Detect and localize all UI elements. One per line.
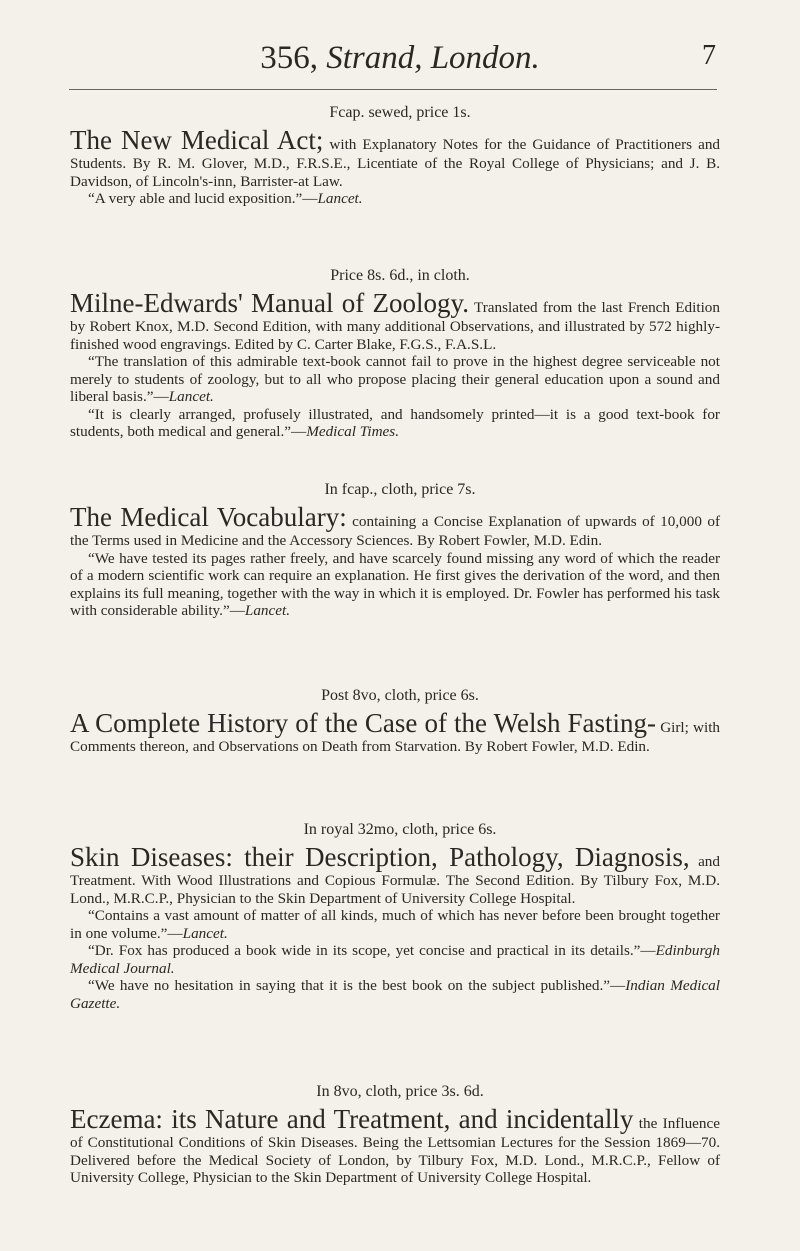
review-text: “We have tested its pages rather freely, and have scarcely found missing any word of which the reader of a modern scientific work can require an explanation. He first gives the derivation of the word, and then explains its full meaning, together with the way in which it is employed. Dr. Fowler has performed his task with considerable ability.”— xyxy=(70,549,720,619)
review-text: “Contains a vast amount of matter of all kinds, much of which has never before been brought together in one volume.”— xyxy=(70,907,720,942)
review-quote xyxy=(70,550,720,620)
review-text: “We have no hesitation in saying that it is the best book on the subject published.”— xyxy=(88,977,626,994)
book-listing xyxy=(70,708,720,756)
header-address-street: Strand, London. xyxy=(326,40,540,76)
review-text: “Dr. Fox has produced a book wide in its scope, yet concise and practical in its details.”— xyxy=(88,942,656,959)
book-title: Skin Diseases: their Description, Pathology, Diagnosis, xyxy=(70,842,690,872)
book-listing xyxy=(70,502,720,550)
review-source: Lancet. xyxy=(182,924,228,942)
header-rule xyxy=(69,89,717,90)
review-source: Lancet. xyxy=(317,190,363,207)
review-text: “A very able and lucid exposition.”— xyxy=(88,190,318,207)
review-text: “The translation of this admirable text-book cannot fail to prove in the highest degree serviceable not merely to students of zoology, but to all who propose placing their general education upon a sound and liberal basis.”— xyxy=(70,353,720,405)
book-entry xyxy=(0,480,800,620)
book-price: In royal 32mo, cloth, price 6s. xyxy=(303,821,497,838)
review-quote xyxy=(70,353,720,406)
book-description-text: and Treatment. With Wood Illustrations and Copious Formulæ. The Second Edition. By Tilbury Fox, M.D. Lond., M.R.C.P., Physician to the Skin Department of University College Hospital. xyxy=(70,853,720,907)
book-price: In fcap., cloth, price 7s. xyxy=(324,481,476,498)
book-entry xyxy=(0,103,800,208)
book-description-text: containing a Concise Explanation of upwards of 10,000 of the Terms used in Medicine and the Accessory Sciences. By Robert Fowler, M.D. Edin. xyxy=(70,513,721,549)
book-title: The Medical Vocabulary: xyxy=(70,502,347,532)
book-title: A Complete History of the Case of the Welsh Fasting- xyxy=(70,708,657,738)
review-source: Edinburgh Medical Journal. xyxy=(70,942,720,977)
book-price: Price 8s. 6d., in cloth. xyxy=(330,267,470,284)
book-entry xyxy=(0,266,800,441)
review-quote xyxy=(70,190,720,208)
book-price: Post 8vo, cloth, price 6s. xyxy=(321,687,479,704)
book-title: The New Medical Act; xyxy=(70,125,324,155)
book-description-text: the Influence of Constitutional Conditions of Skin Diseases. Being the Lettsomian Lectures for the Session 1869—70. Delivered before the Medical Society of London, by Tilbury Fox, M.D. Lond., M.R.C.P., Fellow of University College, Physician to the Skin Department of University College Hospital. xyxy=(70,1115,720,1186)
book-listing xyxy=(70,1104,720,1187)
book-listing xyxy=(70,288,720,353)
book-price: In 8vo, cloth, price 3s. 6d. xyxy=(316,1083,484,1100)
page-header xyxy=(0,38,800,88)
page-number: 7 xyxy=(702,40,716,71)
review-source: Indian Medical Gazette. xyxy=(70,977,720,1012)
book-listing xyxy=(70,125,720,190)
book-entry xyxy=(0,820,800,1012)
book-listing xyxy=(70,842,720,907)
page-header-title xyxy=(0,38,800,78)
review-source: Lancet. xyxy=(244,602,291,619)
book-entry xyxy=(0,686,800,756)
review-quote xyxy=(70,406,720,441)
header-address-number: 356, xyxy=(260,40,327,76)
review-quote xyxy=(70,907,720,942)
book-description-text: with Explanatory Notes for the Guidance of Practitioners and Students. By R. M. Glover, M.D., F.R.S.E., Licentiate of the Royal College of Physicians; and J. B. Davidson, of Lincoln's-inn, Barrister-at Law. xyxy=(70,136,721,190)
book-description-text: Girl; with Comments thereon, and Observations on Death from Starvation. By Robert Fowler, M.D. Edin. xyxy=(70,719,721,755)
book-title: Eczema: its Nature and Treatment, and incidentally xyxy=(70,1104,634,1134)
book-description-text: Translated from the last French Edition by Robert Knox, M.D. Second Edition, with many additional Observations, and illustrated by 572 highly-finished wood engravings. Edited by C. Carter Blake, F.G.S., F.A.S.L. xyxy=(70,299,720,353)
review-quote xyxy=(70,942,720,977)
book-price: Fcap. sewed, price 1s. xyxy=(329,104,471,121)
review-source: Medical Times. xyxy=(306,423,399,440)
book-title: Milne-Edwards' Manual of Zoology. xyxy=(70,288,469,318)
review-quote xyxy=(70,977,720,1012)
book-entry xyxy=(0,1082,800,1187)
review-source: Lancet. xyxy=(168,388,214,405)
review-text: “It is clearly arranged, profusely illustrated, and handsomely printed—it is a good text-book for students, both medical and general.”— xyxy=(70,405,720,440)
